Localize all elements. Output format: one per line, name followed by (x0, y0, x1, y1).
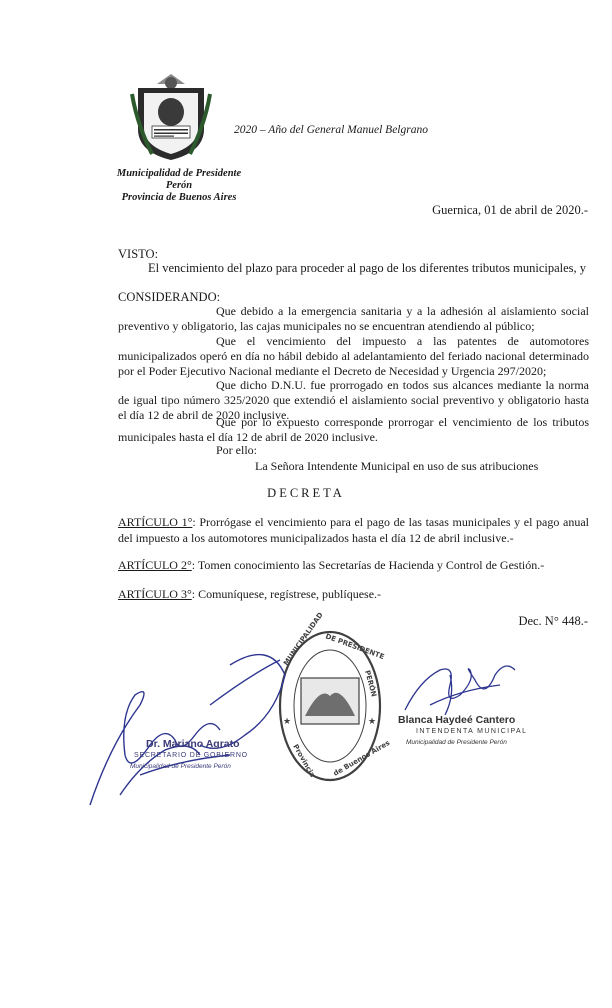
signatory-right-name: Blanca Haydeé Cantero (398, 714, 516, 726)
article-2 (118, 558, 589, 574)
signatory-left-municipality: Municipalidad de Presidente Perón (130, 763, 231, 770)
municipality-name (104, 168, 254, 204)
svg-text:★: ★ (283, 716, 292, 726)
article-heading: ARTÍCULO 2° (118, 558, 192, 572)
municipality-line1: Municipalidad de Presidente Perón (116, 168, 242, 191)
visto-text: El vencimiento del plazo para proceder al pago de los diferentes tributos municipales, y (148, 261, 587, 275)
municipal-coat-of-arms-logo (132, 74, 210, 162)
article-text: : Comuníquese, regístrese, publíquese.- (191, 587, 382, 601)
considerando-paragraph: Que por lo expuesto corresponde prorrogar el vencimiento de los tributos municipales hasta el día 12 de abril de 2020 inclusive. (118, 415, 589, 445)
svg-text:★: ★ (368, 716, 377, 726)
signatory-left-role: SECRETARIO DE GOBIERNO (134, 752, 248, 759)
considerando-paragraph: Que el vencimiento del impuesto a las patentes de automotores municipalizados operó en día no hábil debido al adelantamiento del feriado nacional determinado por el Poder Ejecutivo Nacional mediante el Decreto de Necesidad y Urgencia 297/2020; (118, 334, 589, 379)
svg-text:de Buenos Aires: de Buenos Aires (332, 738, 392, 778)
attributions-line: La Señora Intendente Municipal en uso de sus atribuciones (255, 459, 539, 473)
article-text: : Prorrógase el vencimiento para el pago de las tasas municipales y el pago anual del impuesto a los automotores municipalizados hasta el día 12 de abril inclusive.- (118, 515, 589, 545)
municipality-line2: Provincia de Buenos Aires (121, 192, 237, 203)
visto-heading: VISTO: (118, 247, 159, 261)
svg-text:DE PRESIDENTE: DE PRESIDENTE (324, 632, 386, 662)
article-heading: ARTÍCULO 3° (118, 587, 192, 601)
signatory-right-municipality: Municipalidad de Presidente Perón (406, 739, 507, 746)
por-ello: Por ello: (216, 443, 257, 457)
decree-number: Dec. N° 448.- (518, 614, 588, 628)
considerando-heading: CONSIDERANDO: (118, 290, 221, 304)
signature-scribble-right (400, 660, 520, 720)
considerando-paragraph: Que dicho D.N.U. fue prorrogado en todos sus alcances mediante la norma de igual tipo número 325/2020 que extendió el aislamiento social preventivo y obligatorio hasta el día 12 de abril de 2020 inclusive. (118, 378, 589, 423)
signature-scribble-left (80, 645, 300, 815)
decreta-heading: DECRETA (267, 486, 345, 500)
signatory-left-name: Dr. Mariano Agrato (146, 738, 240, 750)
document-date: Guernica, 01 de abril de 2020.- (432, 203, 588, 217)
year-motto: 2020 – Año del General Manuel Belgrano (234, 124, 428, 136)
svg-text:MUNICIPALIDAD: MUNICIPALIDAD (282, 611, 325, 668)
article-1 (118, 515, 589, 546)
article-text: : Tomen conocimiento las Secretarías de Hacienda y Control de Gestión.- (191, 558, 545, 572)
considerando-paragraph: Que debido a la emergencia sanitaria y a la adhesión al aislamiento social preventivo y obligatorio, las cajas municipales no se encuentran atendiendo al público; (118, 304, 589, 334)
svg-text:PERÓN: PERÓN (363, 669, 378, 698)
article-heading: ARTÍCULO 1° (118, 515, 193, 529)
svg-text:Provincia: Provincia (291, 743, 317, 779)
signatory-right-role: INTENDENTA MUNICIPAL (416, 728, 528, 735)
article-3 (118, 587, 589, 603)
